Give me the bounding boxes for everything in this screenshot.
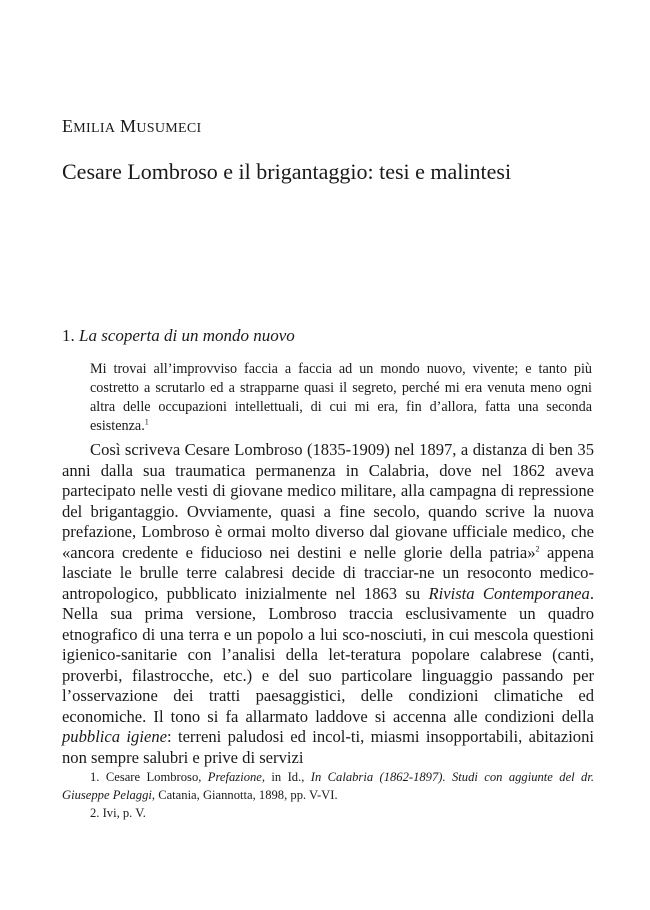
footnote-ref-1[interactable]: 1	[144, 417, 149, 427]
author-last-rest: USUMECI	[136, 121, 202, 136]
hygiene-term: pubblica igiene	[62, 727, 167, 746]
author-last-initial: M	[120, 116, 137, 136]
footnote-ref-2[interactable]: 2	[535, 543, 540, 553]
footnote-2: 2. Ivi, p. V.	[90, 806, 146, 820]
section-number: 1.	[62, 326, 75, 345]
section-title: La scoperta di un mondo nuovo	[79, 326, 295, 345]
body-part-1: Così scriveva Cesare Lombroso (1835-1909) nel 1897, a distanza di ben 35 anni dalla sua traumatica permanenza in Calabria, dove nel 1862 aveva partecipato nelle vesti di giovane medico militare, alla campagna di repressione del brigantaggio. Ovviamente, quasi a fine secolo, quando scrive la nuova prefazione, Lombroso è ormai molto diverso dal giovane ufficiale medico, che «ancora credente e fiducioso nei destini e nelle glorie della patria»	[62, 440, 594, 562]
quote-text: Mi trovai all’improvviso faccia a faccia ad un mondo nuovo, vivente; e tanto più costretto a scrutarlo ed a strapparne quasi il segreto, perché mi era venuta meno ogni altra delle occupazioni intellettuali, di cui mi era, fin d’allora, fatta una seconda esistenza.	[90, 361, 592, 434]
document-page	[62, 0, 594, 910]
body-part-2: appena lasciate le brulle terre calabresi decide di tracciar-ne un resoconto medico-antropologico, pubblicato inizialmente nel 1863 su	[62, 542, 594, 603]
author-name	[62, 116, 201, 137]
block-quote	[90, 360, 592, 436]
footnotes	[62, 768, 594, 822]
section-heading	[62, 326, 295, 346]
author-first-rest: MILIA	[73, 121, 116, 136]
footnote-1: 1. Cesare Lombroso, Prefazione, in Id., In Calabria (1862-1897). Studi con aggiunte del dr. Giuseppe Pelaggi, Catania, Giannotta, 1898, pp. V-VI.	[62, 770, 594, 802]
journal-name: Rivista Contemporanea	[428, 583, 590, 603]
body-part-4: : terreni paludosi ed incol-ti, miasmi insopportabili, abitazioni non sempre salubri e prive di servizi	[62, 727, 595, 767]
author-first-initial: E	[62, 116, 74, 136]
body-paragraph	[62, 440, 594, 768]
body-part-3: . Nella sua prima versione, Lombroso traccia esclusivamente un quadro etnografico di una terra e un popolo a lui sco-nosciuti, in cui mescola questioni igienico-sanitarie con l’analisi della let-teratura popolare calabrese (canti, proverbi, filastrocche, etc.) e del suo particolare linguaggio passando per l’osservazione dei tratti paesaggistici, delle condizioni climatiche ed economiche. Il tono si fa allarmato laddove si accenna alle condizioni della	[62, 583, 594, 726]
paper-title: Cesare Lombroso e il brigantaggio: tesi e malintesi	[62, 159, 512, 184]
